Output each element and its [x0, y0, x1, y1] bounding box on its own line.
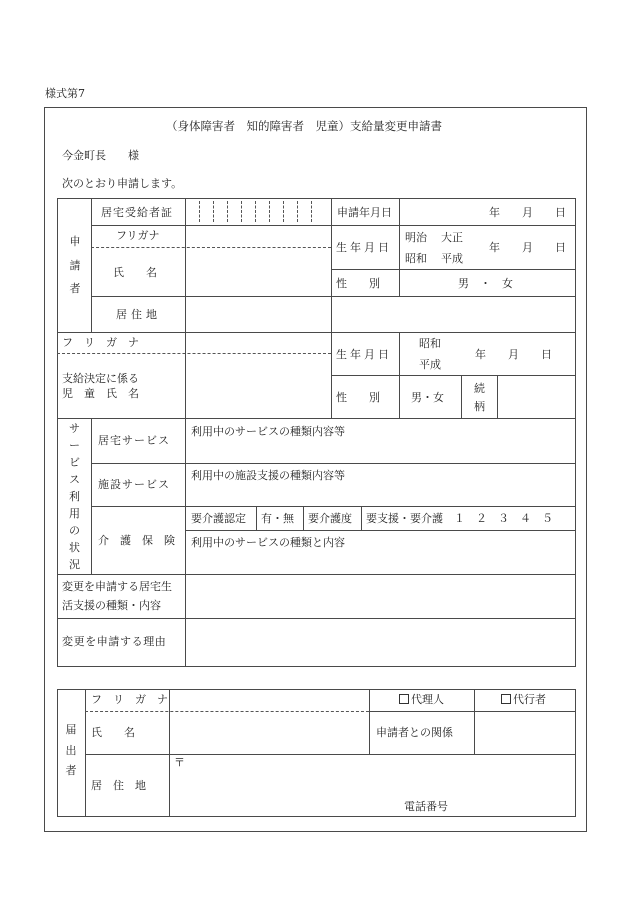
- child-birth-label: 生年月日: [336, 348, 392, 361]
- child-name-label-1: 支給決定に係る: [62, 372, 139, 385]
- applicant-name-label: 氏 名: [113, 266, 157, 279]
- applicant-birth-label: 生年月日: [336, 241, 392, 254]
- application-date-label: 申請年月日: [337, 206, 392, 219]
- era-taisho: 大正: [441, 231, 463, 244]
- care-cert-value: 有・無: [261, 512, 294, 525]
- phone-number-label: 電話番号: [404, 800, 448, 813]
- child-furigana-label: フ リ ガ ナ: [62, 336, 139, 349]
- relation-to-applicant-label: 申請者との関係: [376, 726, 453, 739]
- facility-service-text: 利用中の施設支援の種類内容等: [191, 469, 345, 482]
- child-sex-value: 男・女: [411, 391, 444, 404]
- child-era-heisei: 平成: [419, 358, 441, 371]
- applicant-section-label: 申 請 者: [69, 235, 81, 295]
- notifier-address-label: 居 住 地: [91, 779, 146, 792]
- facility-service-label: 施設サービス: [98, 478, 170, 491]
- change-reason-label: 変更を申請する理由: [62, 635, 167, 648]
- applicant-furigana-label: フリガナ: [116, 229, 160, 242]
- form-number: 様式第7: [45, 87, 85, 100]
- care-level-value: 要支援・要介護 １ ２ ３ ４ ５: [366, 512, 553, 525]
- proxy-option[interactable]: 代行者: [501, 694, 546, 705]
- agent-option[interactable]: 代理人: [399, 694, 444, 705]
- intro-text: 次のとおり申請します。: [62, 177, 183, 190]
- child-sex-label: 性 別: [336, 391, 380, 404]
- child-name-label-2: 児 童 氏 名: [62, 387, 139, 400]
- child-birth-ymd: 年 月 日: [475, 348, 552, 361]
- change-kind-label-2: 活支援の種類・内容: [62, 599, 161, 612]
- service-usage-section-label: サ ー ビ ス 利 用 の 状 況: [69, 422, 80, 571]
- notifier-section-label: 届 出 者: [65, 723, 77, 777]
- relationship-label-2: 柄: [474, 400, 485, 413]
- era-meiji: 明治: [405, 231, 427, 244]
- relationship-label-1: 続: [474, 382, 485, 395]
- addressee: 今金町長 様: [62, 149, 139, 162]
- era-showa: 昭和: [405, 252, 427, 265]
- applicant-sex-value: 男 ・ 女: [458, 277, 513, 290]
- notifier-name-label: 氏 名: [91, 726, 135, 739]
- form-title: （身体障害者 知的障害者 児童）支給量変更申請書: [166, 119, 442, 133]
- postal-mark: 〒: [174, 756, 185, 769]
- application-date-value: 年 月 日: [489, 206, 566, 219]
- care-cert-label: 要介護認定: [191, 512, 246, 525]
- agent-checkbox[interactable]: [399, 694, 409, 704]
- care-level-label: 要介護度: [308, 512, 352, 525]
- applicant-address-label: 居住地: [116, 308, 161, 321]
- notifier-furigana-label: フ リ ガ ナ: [91, 693, 168, 706]
- home-service-label: 居宅サービス: [98, 434, 170, 447]
- child-era-showa: 昭和: [419, 337, 441, 350]
- era-heisei: 平成: [441, 252, 463, 265]
- change-kind-label-1: 変更を申請する居宅生: [62, 580, 172, 593]
- applicant-sex-label: 性 別: [336, 277, 380, 290]
- applicant-birth-ymd: 年 月 日: [489, 241, 566, 254]
- care-insurance-text: 利用中のサービスの種類と内容: [191, 536, 345, 549]
- cert-number-label: 居宅受給者証: [101, 206, 173, 219]
- care-insurance-label: 介 護 保 険: [98, 534, 175, 547]
- home-service-text: 利用中のサービスの種類内容等: [191, 425, 345, 438]
- proxy-checkbox[interactable]: [501, 694, 511, 704]
